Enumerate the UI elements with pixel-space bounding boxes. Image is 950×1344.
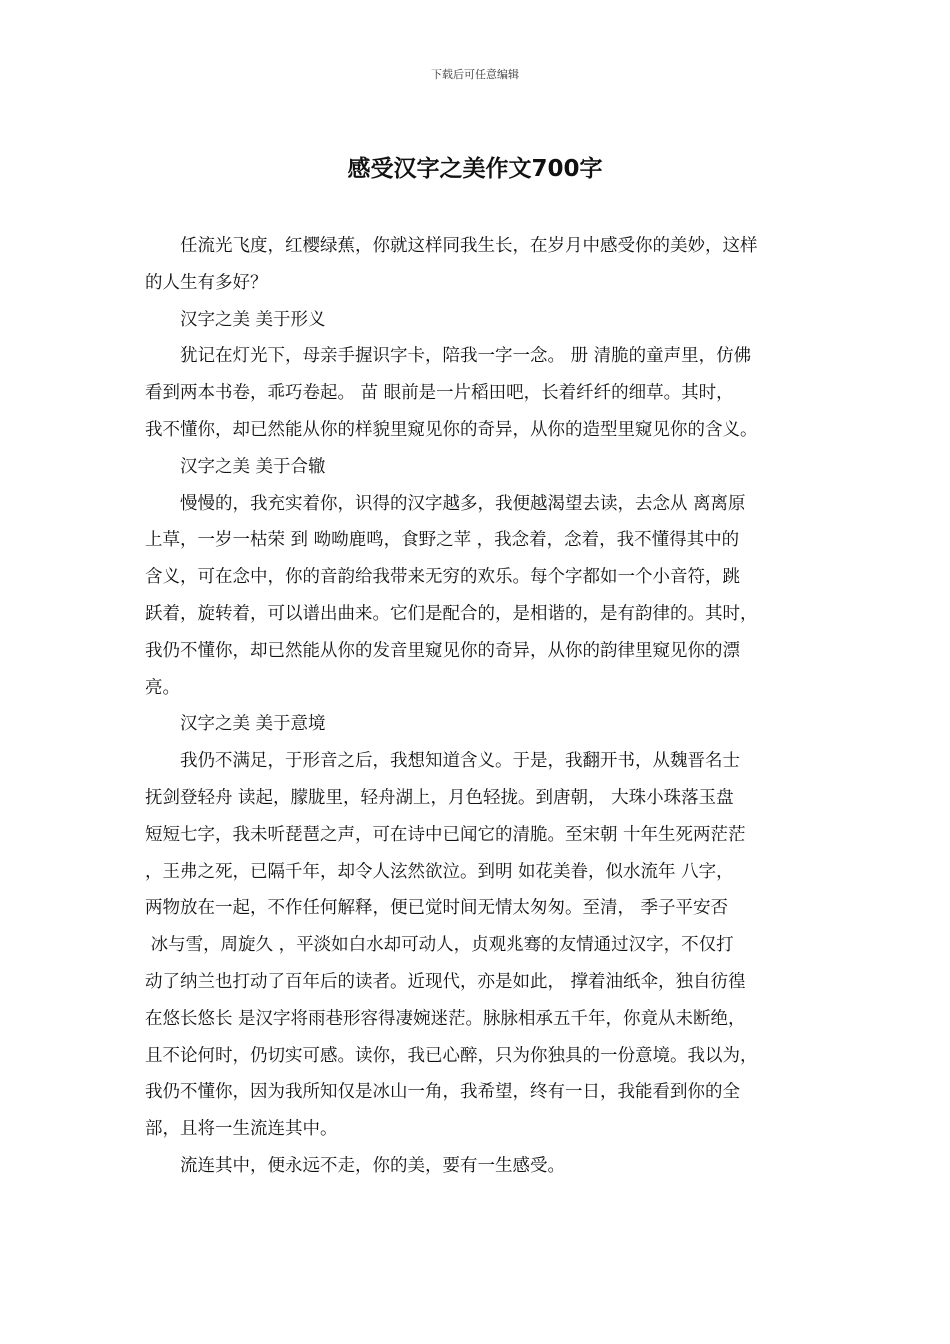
- text-line: 冰与雪，周旋久 ，平淡如白水却可动人，贞观兆骞的友情通过汉字，不仅打: [145, 935, 734, 956]
- text-line: 汉字之美 美于合辙: [145, 456, 326, 477]
- text-line: 上草，一岁一枯荣 到 呦呦鹿鸣，食野之苹 ，我念着，念着，我不懂得其中的: [145, 530, 740, 551]
- text-line: 犹记在灯光下，母亲手握识字卡，陪我一字一念。 册 清脆的童声里，仿佛: [145, 346, 752, 367]
- article-body: [145, 228, 825, 1185]
- text-line: 汉字之美 美于形义: [145, 309, 326, 330]
- document-title: 感受汉字之美作文700字: [347, 156, 603, 182]
- text-line: 我仍不满足，于形音之后，我想知道含义。于是，我翻开书，从魏晋名士: [145, 751, 740, 772]
- text-line: 慢慢的，我充实着你，识得的汉字越多，我便越渴望去读，去念从 离离原: [145, 493, 746, 514]
- text-line: 亮。: [145, 677, 180, 698]
- text-line: 的人生有多好？: [145, 272, 268, 293]
- text-line: 抚剑登轻舟 读起，朦胧里，轻舟湖上，月色轻拢。到唐朝， 大珠小珠落玉盘: [145, 787, 734, 808]
- text-line: 我仍不懂你，因为我所知仅是冰山一角，我希望，终有一日，我能看到你的全: [145, 1082, 740, 1103]
- text-line: 动了纳兰也打动了百年后的读者。近现代，亦是如此， 撑着油纸伞，独自彷徨: [145, 971, 746, 992]
- text-line: 汉字之美 美于意境: [145, 714, 326, 735]
- text-line: 在悠长悠长 是汉字将雨巷形容得凄婉迷茫。脉脉相承五千年，你竟从未断绝，: [145, 1008, 746, 1029]
- text-line: 跃着，旋转着，可以谱出曲来。它们是配合的，是相谐的，是有韵律的。其时，: [145, 603, 758, 624]
- text-line: 我不懂你，却已然能从你的样貌里窥见你的奇异，从你的造型里窥见你的含义。: [145, 419, 758, 440]
- text-line: 且不论何时，仍切实可感。读你，我已心醉，只为你独具的一份意境。我以为，: [145, 1045, 758, 1066]
- text-line: 短短七字，我未听琵琶之声，可在诗中已闻它的清脆。至宋朝 十年生死两茫茫: [145, 824, 746, 845]
- text-line: 流连其中，便永远不走，你的美，要有一生感受。: [145, 1155, 565, 1176]
- text-line: 任流光飞度，红樱绿蕉，你就这样同我生长，在岁月中感受你的美妙，这样: [145, 236, 758, 256]
- header-note: 下载后可任意编辑: [431, 68, 519, 81]
- text-line: 看到两本书卷，乖巧卷起。 苗 眼前是一片稻田吧，长着纤纤的细草。其时，: [145, 383, 734, 404]
- text-line: ，王弗之死，已隔千年，却令人泫然欲泣。到明 如花美眷，似水流年 八字，: [145, 861, 734, 882]
- text-line: 我仍不懂你，却已然能从你的发音里窥见你的奇异，从你的韵律里窥见你的漂: [145, 640, 740, 661]
- text-line: 含义，可在念中，你的音韵给我带来无穷的欢乐。每个字都如一个小音符，跳: [145, 567, 740, 588]
- text-line: 部，且将一生流连其中。: [145, 1119, 338, 1140]
- text-line: 两物放在一起，不作任何解释，便已觉时间无情太匆匆。至清， 季子平安否: [145, 898, 729, 919]
